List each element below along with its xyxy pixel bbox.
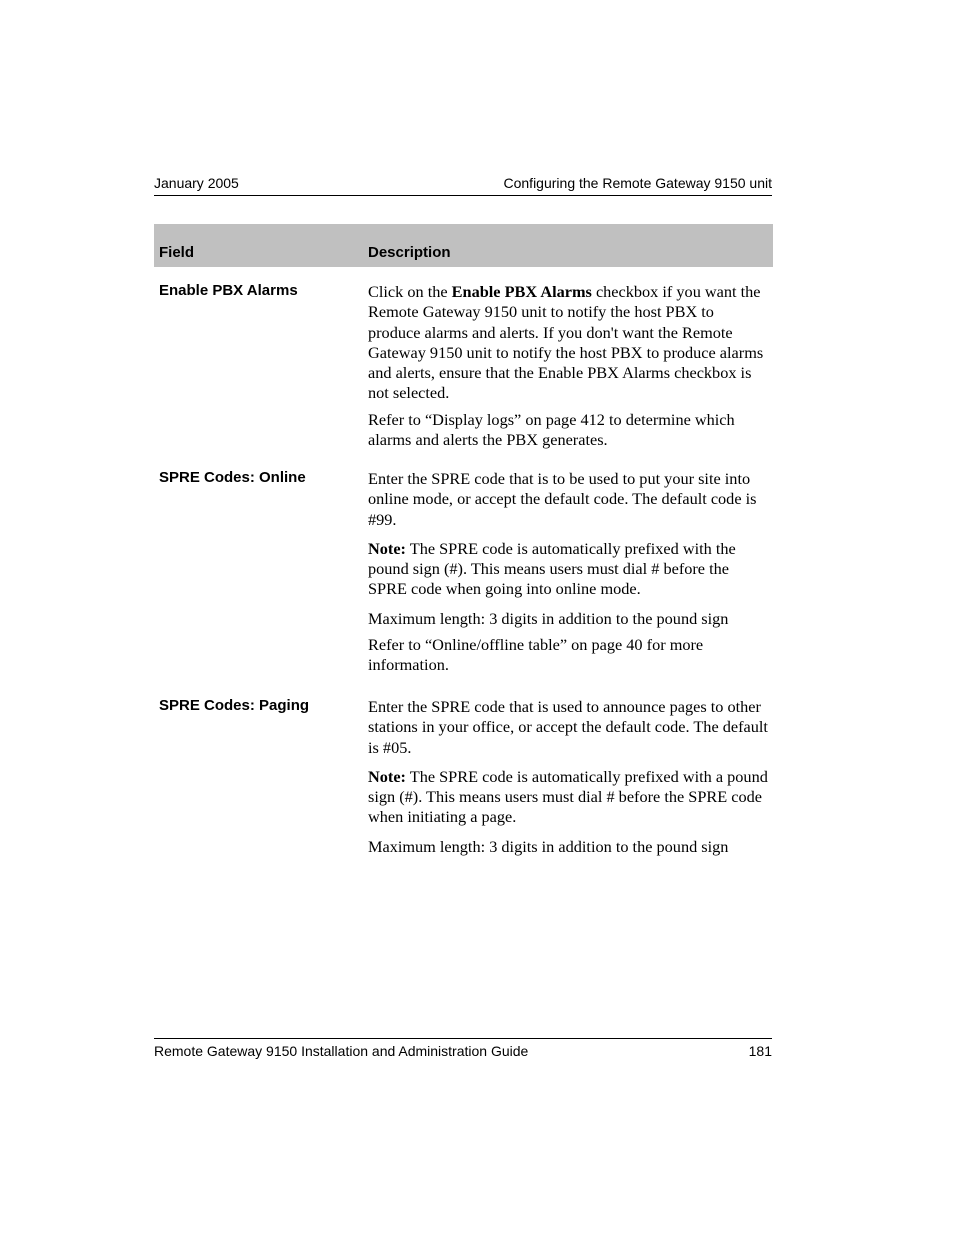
field-name: Enable PBX Alarms: [159, 282, 298, 299]
table-header: [154, 224, 773, 267]
page-footer: [154, 1038, 772, 1059]
description-paragraph: Maximum length: 3 digits in addition to the pound sign: [368, 608, 729, 628]
column-header-field: Field: [159, 244, 195, 261]
description-paragraph: Enter the SPRE code that is used to announce pages to other stations in your office, or accept the default code. The default is #05.: [368, 697, 768, 757]
column-header-description: Description: [368, 244, 451, 261]
field-name: SPRE Codes: Paging: [159, 697, 310, 714]
bold-term: Enable PBX Alarms: [451, 282, 592, 301]
description-paragraph: Enter the SPRE code that is to be used to put your site into online mode, or accept the default code. The default code is #99.: [368, 469, 757, 529]
field-description: [368, 282, 770, 456]
note-label: Note:: [368, 538, 406, 558]
note-label: Note:: [368, 766, 406, 786]
header-section: Configuring the Remote Gateway 9150 unit: [503, 175, 772, 191]
field-description: [368, 469, 770, 682]
page-number: 181: [748, 1043, 772, 1059]
note-paragraph: Note: The SPRE code is automatically prefixed with the pound sign (#). This means users must dial # before the SPRE code when going into online mode.: [368, 538, 736, 599]
note-paragraph: Note: The SPRE code is automatically prefixed with a pound sign (#). This means users must dial # before the SPRE code when initiating a page.: [368, 766, 768, 827]
footer-title: Remote Gateway 9150 Installation and Administration Guide: [154, 1043, 529, 1059]
field-description: [368, 697, 770, 863]
description-paragraph: Maximum length: 3 digits in addition to the pound sign: [368, 836, 729, 856]
description-paragraph: Click on the Enable PBX Alarms checkbox if you want the Remote Gateway 9150 unit to notify the host PBX to produce alarms and alerts. If you don't want the Remote Gateway 9150 unit to notify the host PBX to produce alarms and alerts, ensure that the Enable PBX Alarms checkbox is not selected.: [368, 282, 764, 403]
field-name: SPRE Codes: Online: [159, 469, 306, 486]
description-paragraph: Refer to “Display logs” on page 412 to determine which alarms and alerts the PBX generates.: [368, 409, 735, 450]
page-header: [154, 175, 772, 196]
header-date: January 2005: [154, 175, 239, 191]
description-paragraph: Refer to “Online/offline table” on page 40 for more information.: [368, 635, 704, 675]
